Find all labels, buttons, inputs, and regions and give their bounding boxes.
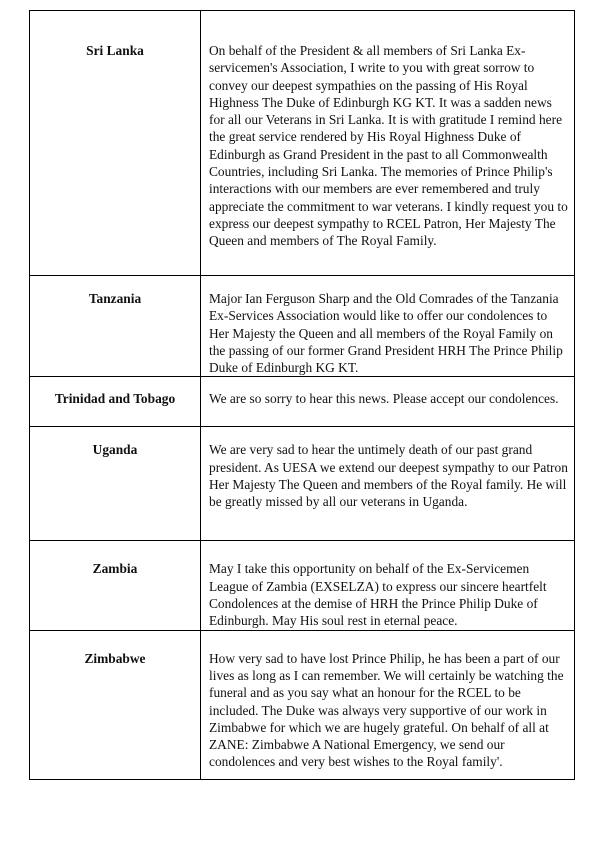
condolence-table xyxy=(29,10,575,780)
country-name: Trinidad and Tobago xyxy=(30,377,201,427)
condolence-message: We are so sorry to hear this news. Please accept our condolences. xyxy=(201,377,575,427)
condolence-message: May I take this opportunity on behalf of the Ex-Servicemen League of Zambia (EXSELZA) to express our sincere heartfelt Condolences at the demise of HRH the Prince Philip Duke of Edinburgh. May His soul rest in eternal peace. xyxy=(201,541,575,630)
condolence-message: We are very sad to hear the untimely death of our past grand president. As UESA we extend our deepest sympathy to our Patron Her Majesty The Queen and members of the Royal family. He will be greatly missed by all our veterans in Uganda. xyxy=(201,427,575,541)
table-row xyxy=(30,377,575,427)
country-name: Zambia xyxy=(30,541,201,630)
table-row xyxy=(30,630,575,779)
country-name: Tanzania xyxy=(30,276,201,377)
condolence-message: On behalf of the President & all members of Sri Lanka Ex-servicemen's Association, I write to you with great sorrow to convey our deepest sympathies on the passing of His Royal Highness The Duke of Edinburgh KG KT. It was a sadden news for all our Veterans in Sri Lanka. It is with gratitude I remind here the great service rendered by His Royal Highness Duke of Edinburgh as Grand President in the past to all Commonwealth Countries, including Sri Lanka. The memories of Prince Philip's interactions with our members are ever remembered and truly appreciate the commitment to war veterans. I kindly request you to express our deepest sympathy to RCEL Patron, Her Majesty The Queen and members of The Royal Family. xyxy=(201,11,575,276)
country-name: Sri Lanka xyxy=(30,11,201,276)
condolence-message: How very sad to have lost Prince Philip, he has been a part of our lives as long as I can remember. We will certainly be watching the funeral and as you say what an honour for the RCEL to be included. The Duke was always very supportive of our work in Zimbabwe for which we are hugely grateful. On behalf of all at ZANE: Zimbabwe A National Emergency, we send our condolences and very best wishes to the Royal family'. xyxy=(201,630,575,779)
country-name: Uganda xyxy=(30,427,201,541)
table-row xyxy=(30,541,575,630)
table-row xyxy=(30,276,575,377)
condolence-message: Major Ian Ferguson Sharp and the Old Comrades of the Tanzania Ex-Services Association would like to offer our condolences to Her Majesty the Queen and all members of the Royal Family on the passing of our former Grand President HRH The Prince Philip Duke of Edinburgh KG KT. xyxy=(201,276,575,377)
country-name: Zimbabwe xyxy=(30,630,201,779)
table-row xyxy=(30,427,575,541)
table-row xyxy=(30,11,575,276)
